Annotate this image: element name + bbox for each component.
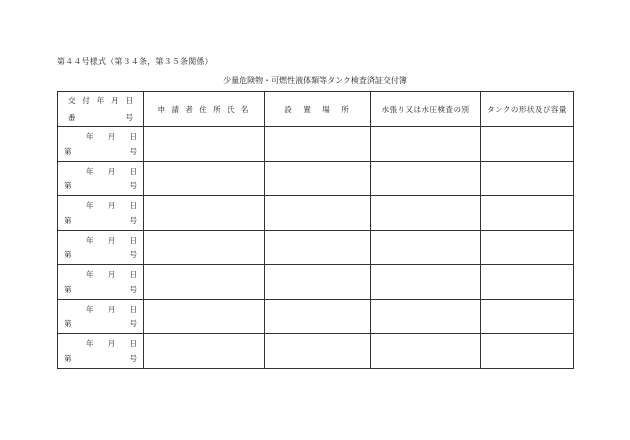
location-cell[interactable]: [265, 334, 371, 369]
test-type-cell[interactable]: [371, 230, 481, 265]
tank-shape-cell[interactable]: [481, 196, 574, 231]
number-line: 第 号: [64, 284, 137, 294]
tank-shape-cell[interactable]: [481, 265, 574, 300]
table-row: [58, 127, 574, 162]
header-tank-shape: タンクの形状及び容量: [481, 92, 574, 127]
date-number-cell[interactable]: [58, 299, 144, 334]
date-line: 年 月 日: [86, 166, 137, 176]
date-line: 年 月 日: [86, 201, 137, 210]
date-number-cell[interactable]: [58, 230, 144, 265]
form-number: 第４４号様式（第３４条，第３５条関係）: [57, 57, 213, 66]
test-type-cell[interactable]: [371, 265, 481, 300]
date-line: 年 月 日: [86, 339, 137, 348]
location-cell[interactable]: [265, 230, 371, 265]
number-line: 第 号: [64, 353, 137, 363]
header-number-line: 番 号: [68, 113, 133, 122]
issuance-ledger-table: [57, 91, 574, 369]
location-cell[interactable]: [265, 127, 371, 162]
date-number-cell[interactable]: [58, 334, 144, 369]
table-row: [58, 334, 574, 369]
date-line: 年 月 日: [86, 270, 137, 279]
number-line: 第 号: [64, 146, 137, 156]
applicant-cell[interactable]: [144, 265, 265, 300]
tank-shape-cell[interactable]: [481, 230, 574, 265]
test-type-cell[interactable]: [371, 127, 481, 162]
test-type-cell[interactable]: [371, 334, 481, 369]
applicant-cell[interactable]: [144, 230, 265, 265]
table-row: [58, 265, 574, 300]
test-type-cell[interactable]: [371, 161, 481, 196]
location-cell[interactable]: [265, 161, 371, 196]
header-test-type: 水張り又は水圧検査の別: [371, 92, 481, 127]
applicant-cell[interactable]: [144, 161, 265, 196]
date-number-cell[interactable]: [58, 161, 144, 196]
applicant-cell[interactable]: [144, 127, 265, 162]
document-title: 少量危険物・可燃性液体類等タンク検査済証交付簿: [223, 76, 407, 85]
applicant-cell[interactable]: [144, 299, 265, 334]
date-number-cell[interactable]: [58, 127, 144, 162]
header-location: 設 置 場 所: [265, 92, 371, 127]
ledger-body: [58, 127, 574, 369]
date-line: 年 月 日: [86, 132, 137, 141]
header-date-number: [58, 92, 144, 127]
tank-shape-cell[interactable]: [481, 161, 574, 196]
date-line: 年 月 日: [86, 235, 137, 245]
table-row: [58, 299, 574, 334]
date-number-cell[interactable]: [58, 265, 144, 300]
header-row: [58, 92, 574, 127]
location-cell[interactable]: [265, 265, 371, 300]
header-date-line: 交 付 年 月 日: [68, 96, 133, 105]
number-line: 第 号: [64, 181, 137, 190]
applicant-cell[interactable]: [144, 334, 265, 369]
number-line: 第 号: [64, 319, 137, 328]
date-line: 年 月 日: [86, 304, 137, 314]
table-row: [58, 196, 574, 231]
tank-shape-cell[interactable]: [481, 299, 574, 334]
table-row: [58, 161, 574, 196]
test-type-cell[interactable]: [371, 196, 481, 231]
tank-shape-cell[interactable]: [481, 334, 574, 369]
applicant-cell[interactable]: [144, 196, 265, 231]
location-cell[interactable]: [265, 196, 371, 231]
table-row: [58, 230, 574, 265]
header-applicant: 申 請 者 住 所 氏 名: [144, 92, 265, 127]
location-cell[interactable]: [265, 299, 371, 334]
number-line: 第 号: [64, 250, 137, 259]
test-type-cell[interactable]: [371, 299, 481, 334]
number-line: 第 号: [64, 215, 137, 225]
date-number-cell[interactable]: [58, 196, 144, 231]
tank-shape-cell[interactable]: [481, 127, 574, 162]
